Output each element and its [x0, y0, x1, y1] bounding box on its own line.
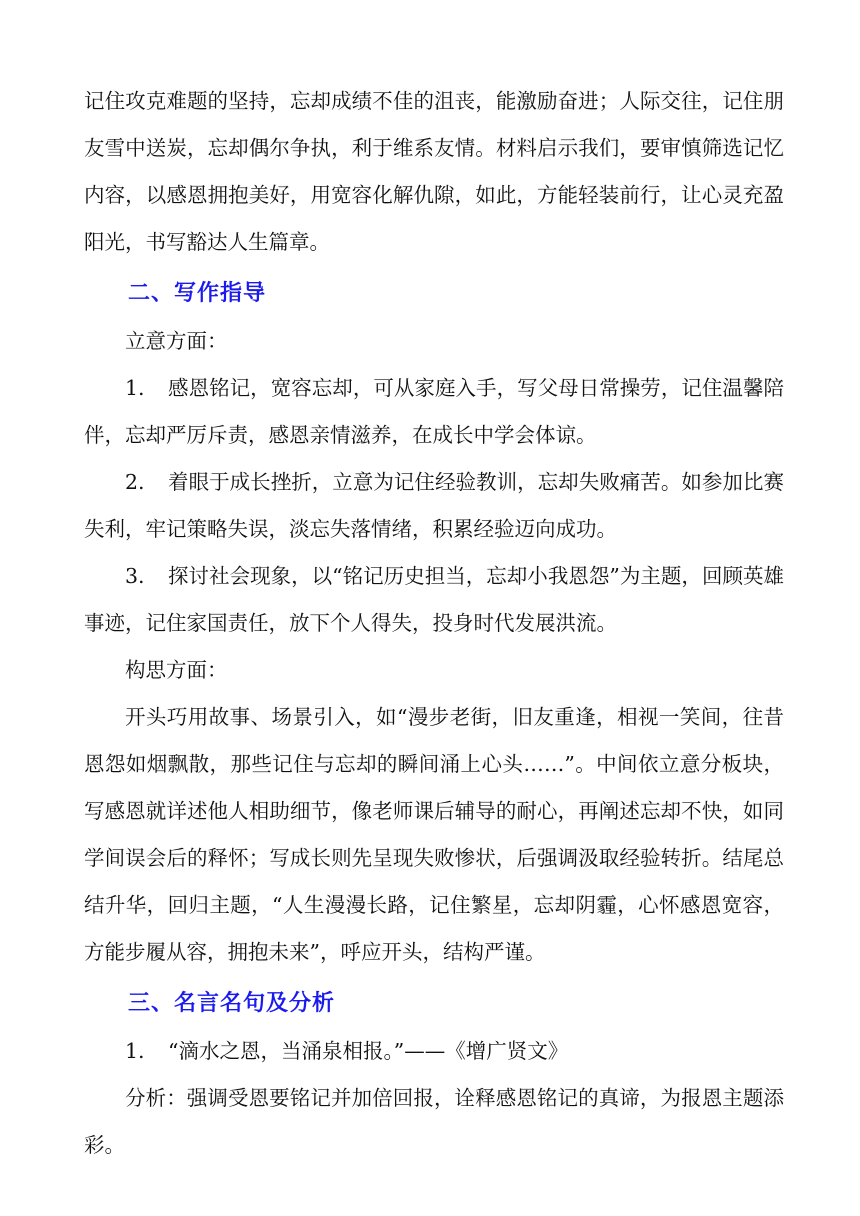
quote-analysis: 分析：强调受恩要铭记并加倍回报，诠释感恩铭记的真谛，为报恩主题添彩。: [84, 1086, 784, 1157]
idea-item-3: [84, 553, 784, 647]
structure-paragraph: 开头巧用故事、场景引入，如“漫步老街，旧友重逢，相视一笑间，往昔恩怨如烟飘散，那些记住与忘却的瞬间涌上心头……”。中间依立意分板块，写感恩就详述他人相助细节，像老师课后辅导的耐心，再阐述忘却不快，如同学间误会后的释怀；写成长则先呈现失败惨状，后强调汲取经验转折。结尾总结升华，回归主题，“人生漫漫长路，记住繁星，忘却阴霾，心怀感恩宽容，方能步履从容，拥抱未来”，呼应开头，结构严谨。: [84, 705, 784, 964]
idea-text: 感恩铭记，宽容忘却，可从家庭入手，写父母日常操劳，记住温馨陪伴，忘却严厉斥责，感恩亲情滋养，在成长中学会体谅。: [84, 376, 784, 447]
idea-text: 探讨社会现象，以“铭记历史担当，忘却小我恩怨”为主题，回顾英雄事迹，记住家国责任，放下个人得失，投身时代发展洪流。: [84, 564, 784, 635]
document-body: [84, 78, 784, 1169]
idea-number: 3.: [125, 564, 145, 588]
idea-text: 着眼于成长挫折，立意为记住经验教训，忘却失败痛苦。如参加比赛失利，牢记策略失误，淡忘失落情绪，积累经验迈向成功。: [84, 470, 784, 541]
idea-item-1: [84, 365, 784, 459]
idea-number: 2.: [125, 470, 145, 494]
idea-item-2: [84, 459, 784, 553]
ideas-label: 立意方面：: [125, 329, 228, 353]
section-heading-quotes: 三、名言名句及分析: [128, 991, 336, 1016]
intro-paragraph: 记住攻克难题的坚持，忘却成绩不佳的沮丧，能激励奋进；人际交往，记住朋友雪中送炭，忘却偶尔争执，利于维系友情。材料启示我们，要审慎筛选记忆内容，以感恩拥抱美好，用宽容化解仇隙，如此，方能轻装前行，让心灵充盈阳光，书写豁达人生篇章。: [84, 89, 784, 254]
idea-number: 1.: [125, 376, 145, 400]
section-heading-writing-guide: 二、写作指导: [128, 281, 267, 306]
quote-item-1: [84, 1028, 784, 1075]
quote-text: “滴水之恩，当涌泉相报。”——《增广贤文》: [168, 1039, 569, 1063]
structure-label: 构思方面：: [125, 658, 228, 682]
quote-number: 1.: [125, 1039, 145, 1063]
